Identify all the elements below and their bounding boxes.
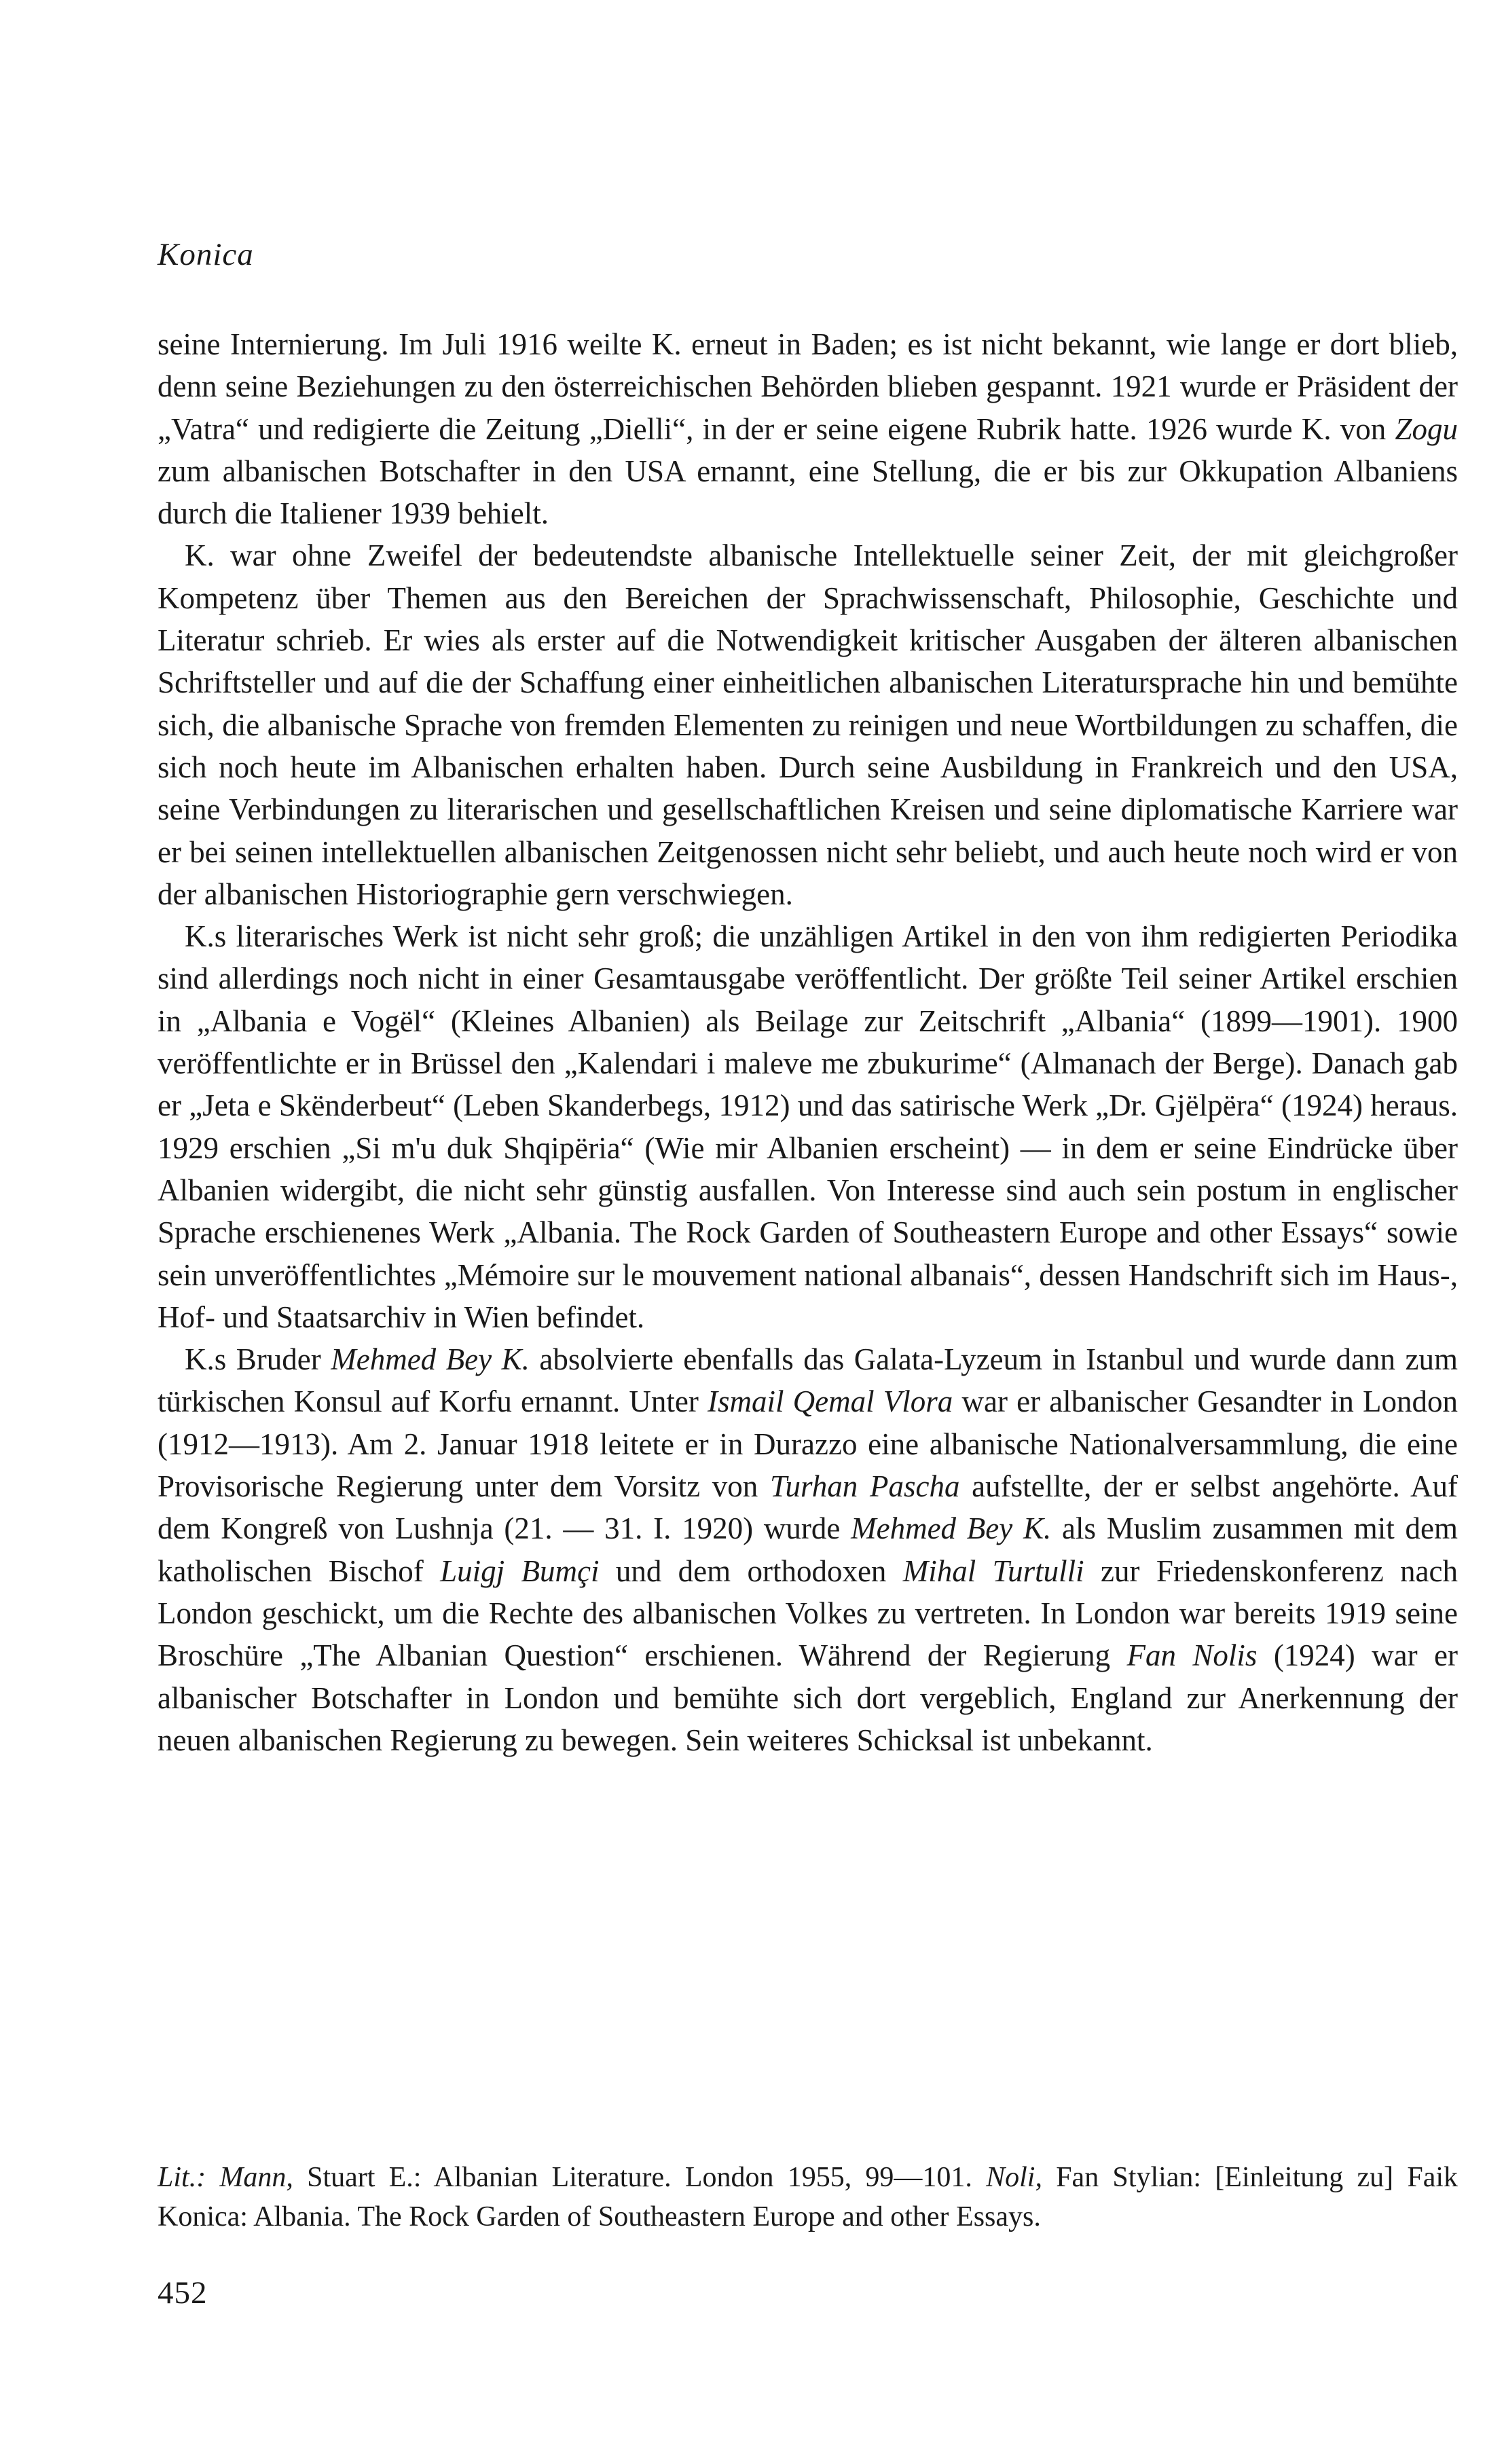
- paragraph-text-segment: K.s Bruder: [185, 1342, 331, 1377]
- paragraph-3: [158, 915, 1458, 1338]
- paragraph-2: [158, 534, 1458, 915]
- paragraph-text-segment: war er albanischer Gesandter in London (1912—1913). Am 2. Januar 1918 leitete er in Durazzo eine albanische Nationalversammlung, die eine Provisorische Regierung unter dem Vorsitz von: [158, 1384, 1459, 1504]
- paragraph-text-segment: Turhan Pascha: [770, 1469, 960, 1504]
- literature-text-segment: Fan Stylian: [Einleitung zu] Faik Konica: Albania. The Rock Garden of Southeastern Europe and other Essays.: [158, 2162, 1458, 2232]
- paragraph-text-segment: Ismail Qemal Vlora: [708, 1384, 953, 1419]
- literature-text-segment: Lit.: Mann,: [158, 2162, 293, 2193]
- paragraph-4: [158, 1338, 1458, 1761]
- paragraph-text-segment: zur Friedenskonferenz nach London geschickt, um die Rechte des albanischen Volkes zu vertreten. In London war bereits 1919 seine Broschüre „The Albanian Question“ erschienen. Während der Regierung: [158, 1553, 1458, 1673]
- paragraph-text-segment: K. war ohne Zweifel der bedeutendste albanische Intellektuelle seiner Zeit, der mit gleichgroßer Kompetenz über Themen aus den Bereichen der Sprachwissenschaft, Philosophie, Geschichte und Literatur schrieb. Er wies als erster auf die Notwendigkeit kritischer Ausgaben der älteren albanischen Schriftsteller und auf die der Schaffung einer einheitlichen albanischen Literatursprache hin und bemühte sich, die albanische Sprache von fremden Elementen zu reinigen und neue Wortbildungen zu schaffen, die sich noch heute im Albanischen erhalten haben. Durch seine Ausbildung in Frankreich und den USA, seine Verbindungen zu literarischen und gesellschaftlichen Kreisen und seine diplomatische Karriere war er bei seinen intellektuellen albanischen Zeitgenossen nicht sehr beliebt, und auch heute noch wird er von der albanischen Historiographie gern verschwiegen.: [158, 538, 1458, 911]
- paragraph-text-segment: als Muslim zusammen mit dem katholischen Bischof: [158, 1511, 1458, 1588]
- paragraph-text-segment: Zogu: [1395, 411, 1458, 446]
- paragraph-text-segment: K.s literarisches Werk ist nicht sehr groß; die unzähligen Artikel in den von ihm redigierten Periodika sind allerdings noch nicht in einer Gesamtausgabe veröffentlicht. Der größte Teil seiner Artikel erschien in „Albania e Vogël“ (Kleines Albanien) als Beilage zur Zeitschrift „Albania“ (1899—1901). 1900 veröffentlichte er in Brüssel den „Kalendari i maleve me zbukurime“ (Almanach der Berge). Danach gab er „Jeta e Skënderbeut“ (Leben Skanderbegs, 1912) und das satirische Werk „Dr. Gjëlpëra“ (1924) heraus. 1929 erschien „Si m'u duk Shqipëria“ (Wie mir Albanien erscheint) — in dem er seine Eindrücke über Albanien widergibt, die nicht sehr günstig ausfallen. Von Interesse sind auch sein postum in englischer Sprache erschienenes Werk „Albania. The Rock Garden of Southeastern Europe and other Essays“ sowie sein unveröffentlichtes „Mémoire sur le mouvement national albanais“, dessen Handschrift sich im Haus-, Hof- und Staatsarchiv in Wien befindet.: [158, 919, 1458, 1334]
- page-number: 452: [158, 2275, 208, 2311]
- literature-text: [158, 2158, 1458, 2237]
- paragraph-text-segment: absolvierte ebenfalls das Galata-Lyzeum in Istanbul und wurde dann zum türkischen Konsul auf Korfu ernannt. Unter: [158, 1342, 1458, 1419]
- paragraph-text-segment: und dem orthodoxen: [599, 1553, 903, 1588]
- literature-references: [158, 2158, 1458, 2237]
- body-text: [158, 323, 1458, 1761]
- literature-text-segment: Stuart E.: Albanian Literature. London 1955, 99—101.: [293, 2162, 987, 2193]
- paragraph-text-segment: Mihal Turtulli: [902, 1553, 1084, 1588]
- paragraph-text-segment: seine Internierung. Im Juli 1916 weilte K. erneut in Baden; es ist nicht bekannt, wie lange er dort blieb, denn seine Beziehungen zu den österreichischen Behörden blieben gespannt. 1921 wurde er Präsident der „Vatra“ und redigierte die Zeitung „Dielli“, in der er seine eigene Rubrik hatte. 1926 wurde K. von: [158, 327, 1458, 446]
- paragraph-text-segment: Fan Nolis: [1126, 1638, 1258, 1673]
- literature-text-segment: Noli,: [986, 2162, 1042, 2193]
- paragraph-text-segment: zum albanischen Botschafter in den USA ernannt, eine Stellung, die er bis zur Okkupation Albaniens durch die Italiener 1939 behielt.: [158, 454, 1458, 531]
- running-head: Konica: [158, 237, 254, 272]
- paragraph-text-segment: (1924) war er albanischer Botschafter in London und bemühte sich dort vergeblich, England zur Anerkennung der neuen albanischen Regierung zu bewegen. Sein weiteres Schicksal ist unbekannt.: [158, 1638, 1458, 1757]
- paragraph-text-segment: aufstellte, der er selbst angehörte. Auf dem Kongreß von Lushnja (21. — 31. I. 1920) wurde: [158, 1469, 1458, 1546]
- paragraph-text-segment: Mehmed Bey K.: [331, 1342, 530, 1377]
- paragraph-1: [158, 323, 1458, 534]
- paragraph-text-segment: Luigj Bumçi: [440, 1553, 600, 1588]
- paragraph-text-segment: Mehmed Bey K.: [851, 1511, 1052, 1546]
